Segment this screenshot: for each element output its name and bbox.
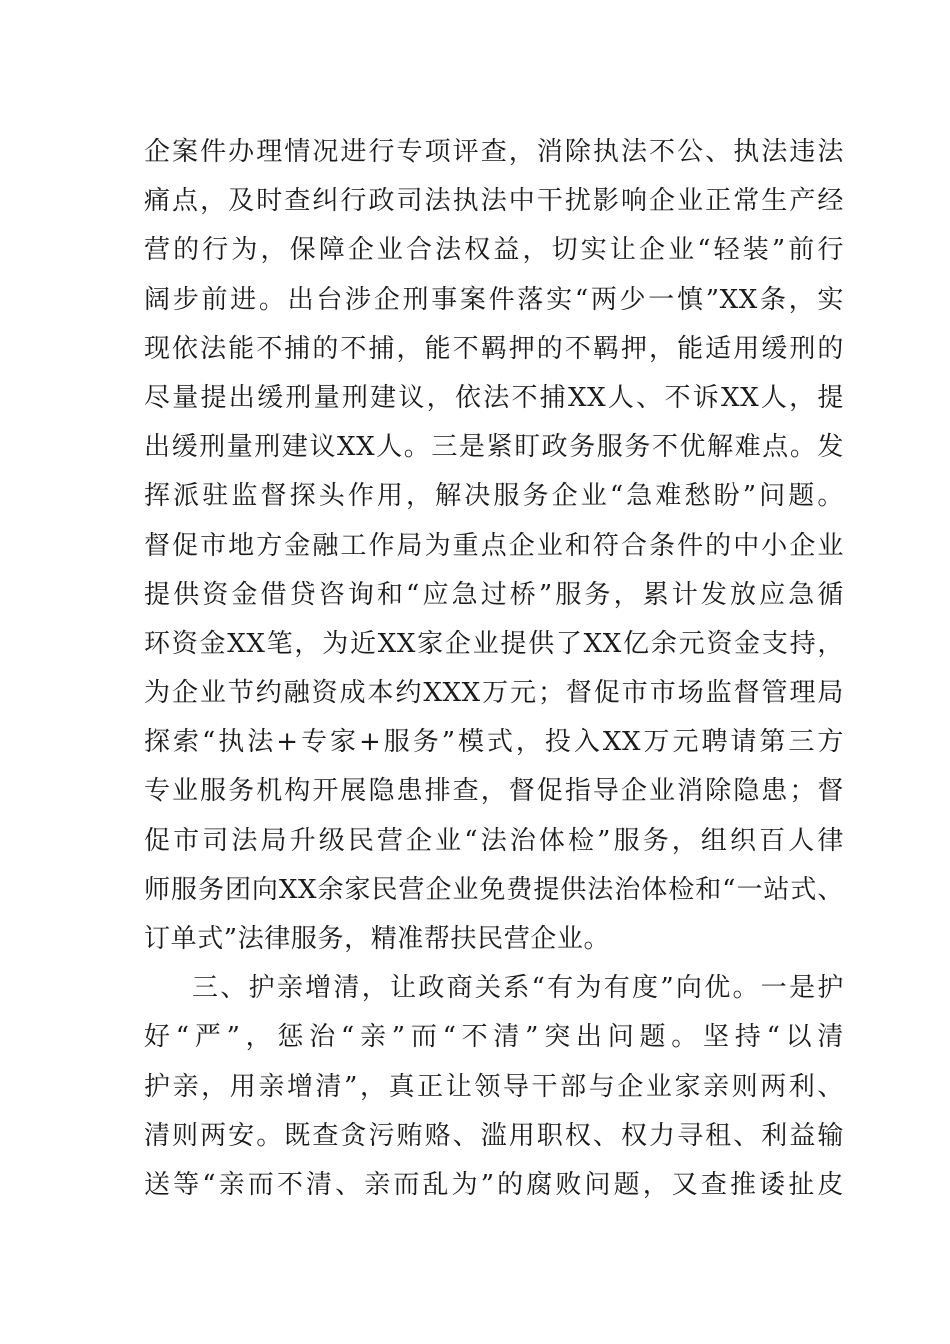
text-line: 探索“执法+专家+服务”模式，投入XX万元聘请第三方 xyxy=(144,727,844,758)
text-line: 营的行为，保障企业合法权益，切实让企业“轻装”前行 xyxy=(144,235,844,266)
text-line: 尽量提出缓刑量刑建议，依法不捕XX人、不诉XX人，提 xyxy=(144,382,844,413)
section-heading-line: 三、护亲增清，让政商关系“有为有度”向优。一是护 xyxy=(192,973,845,1004)
paragraph-end-line: 订单式”法律服务，精准帮扶民营企业。 xyxy=(144,924,611,954)
text-line: 阔步前进。出台涉企刑事案件落实“两少一慎”XX条，实 xyxy=(144,284,844,315)
text-line: 专业服务机构开展隐患排查，督促指导企业消除隐患；督 xyxy=(144,776,844,807)
text-line: 痛点，及时查纠行政司法执法中干扰影响企业正常生产经 xyxy=(144,186,844,217)
text-line: 送等“亲而不清、亲而乱为”的腐败问题，又查推诿扯皮 xyxy=(144,1169,844,1200)
text-line: 为企业节约融资成本约XXX万元；督促市市场监督管理局 xyxy=(144,678,844,709)
text-line: 出缓刑量刑建议XX人。三是紧盯政务服务不优解难点。发 xyxy=(144,432,844,463)
text-line: 现依法能不捕的不捕，能不羁押的不羁押，能适用缓刑的 xyxy=(144,333,844,364)
text-line: 督促市地方金融工作局为重点企业和符合条件的中小企业 xyxy=(144,530,844,561)
text-line: 提供资金借贷咨询和“应急过桥”服务，累计发放应急循 xyxy=(144,579,844,610)
text-line: 挥派驻监督探头作用，解决服务企业“急难愁盼”问题。 xyxy=(144,481,844,512)
text-line: 师服务团向XX余家民营企业免费提供法治体检和“一站式、 xyxy=(144,874,844,905)
text-line: 环资金XX笔，为近XX家企业提供了XX亿余元资金支持， xyxy=(144,628,844,659)
text-line: 好“严”，惩治“亲”而“不清”突出问题。坚持“以清 xyxy=(144,1022,844,1053)
text-line: 清则两安。既查贪污贿赂、滥用职权、权力寻租、利益输 xyxy=(144,1120,844,1151)
text-line: 促市司法局升级民营企业“法治体检”服务，组织百人律 xyxy=(144,825,844,856)
text-line: 企案件办理情况进行专项评查，消除执法不公、执法违法 xyxy=(144,137,844,167)
body-text xyxy=(144,128,844,1210)
text-line: 护亲，用亲增清”，真正让领导干部与企业家亲则两利、 xyxy=(144,1071,844,1102)
